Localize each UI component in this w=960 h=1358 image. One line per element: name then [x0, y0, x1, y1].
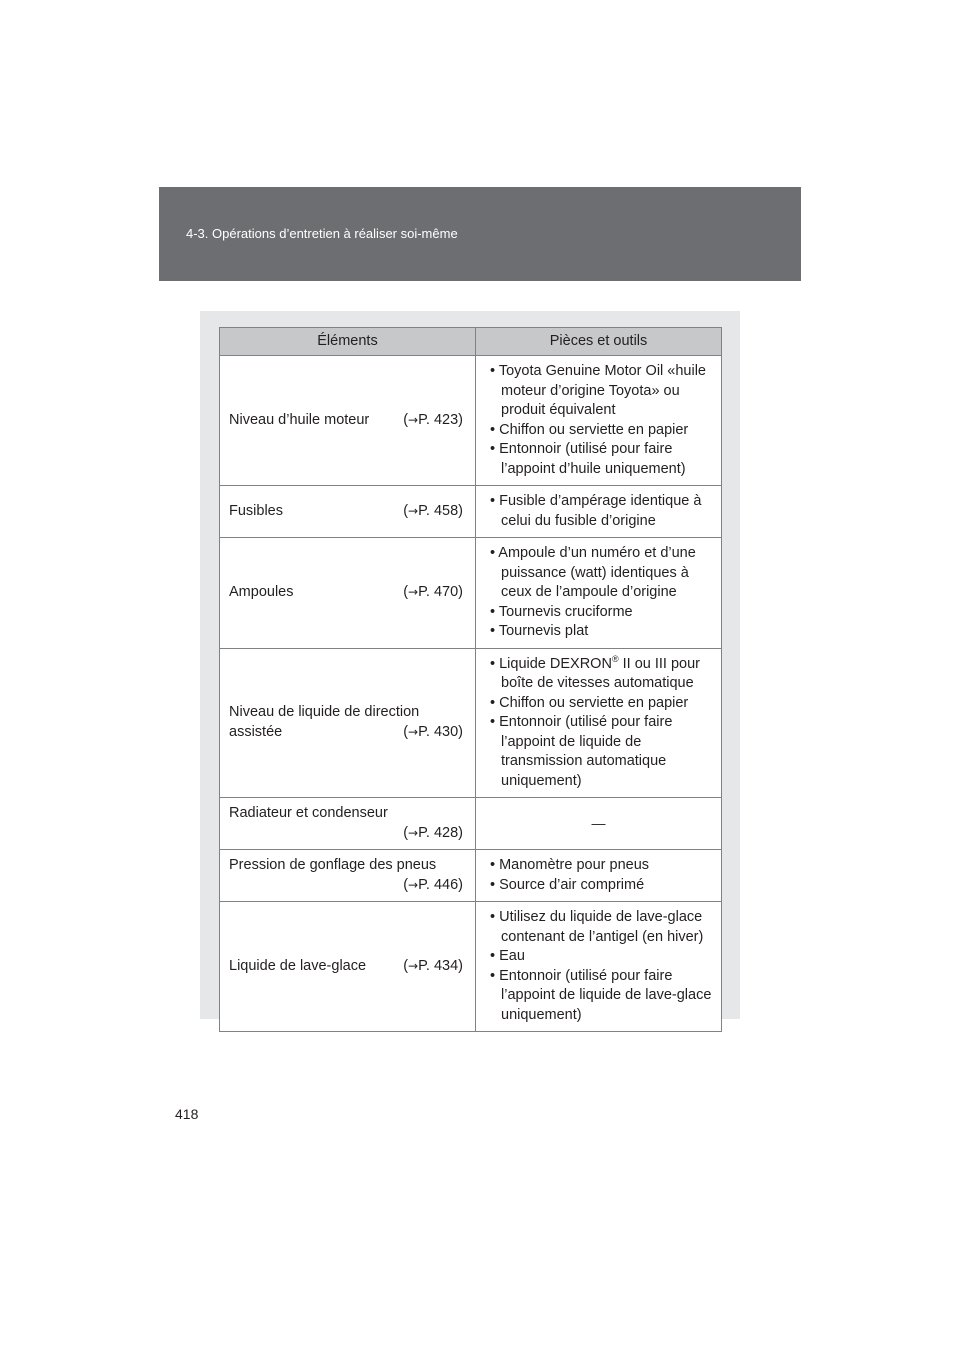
- item-cell: [220, 356, 476, 486]
- item-cell: [220, 798, 476, 850]
- tools-cell: [476, 538, 722, 649]
- item-label: Fusibles: [229, 502, 283, 519]
- page-reference: (→P. 458): [403, 502, 463, 519]
- arrow-icon: →: [408, 585, 419, 599]
- list-item: • Entonnoir (utilisé pour faire l’appoint de liquide de transmission automatique uniquement): [490, 714, 673, 789]
- table-row: [220, 902, 722, 1032]
- list-item: • Chiffon ou serviette en papier: [490, 694, 689, 711]
- column-header-items: Éléments: [220, 328, 476, 356]
- table-header-row: [220, 328, 722, 356]
- item-label: Liquide de lave-glace: [229, 957, 367, 974]
- page-reference: (→P. 430): [403, 723, 463, 740]
- arrow-icon: →: [408, 503, 419, 518]
- list-item: • Utilisez du liquide de lave-glace contenant de l’antigel (en hiver): [490, 909, 704, 945]
- page-number: 418: [175, 1106, 199, 1122]
- arrow-icon: →: [408, 724, 419, 739]
- list-item: • Tournevis plat: [490, 623, 589, 639]
- item-cell: [220, 486, 476, 538]
- page-reference: (→P. 470): [403, 584, 463, 600]
- tools-cell: [476, 798, 722, 850]
- item-label: Radiateur et condenseur: [229, 805, 388, 821]
- parts-tools-table: [219, 327, 722, 1032]
- list-item: • Manomètre pour pneus: [490, 857, 650, 873]
- arrow-icon: →: [408, 877, 419, 892]
- table-row: [220, 648, 722, 798]
- item-label: Pression de gonflage des pneus: [229, 857, 437, 873]
- table-row: [220, 356, 722, 486]
- list-item: • Entonnoir (utilisé pour faire l’appoint d’huile uniquement): [490, 441, 686, 477]
- table-row: [220, 538, 722, 649]
- page-reference: (→P. 428): [403, 824, 463, 841]
- list-item: • Fusible d’ampérage identique à celui du fusible d’origine: [490, 493, 702, 529]
- table-row: [220, 798, 722, 850]
- arrow-icon: →: [408, 958, 419, 973]
- item-label: Niveau d’huile moteur: [229, 411, 370, 428]
- item-cell: [220, 902, 476, 1032]
- page-reference: (→P. 446): [403, 876, 463, 893]
- registered-mark: ®: [611, 653, 619, 664]
- arrow-icon: →: [408, 412, 419, 427]
- item-cell: [220, 850, 476, 902]
- arrow-icon: →: [408, 825, 419, 840]
- item-label-continued: assistée: [229, 723, 283, 740]
- item-label: Ampoules: [229, 584, 294, 600]
- section-title: 4-3. Opérations d’entretien à réaliser soi-même: [186, 226, 458, 241]
- list-item: • Chiffon ou serviette en papier: [490, 421, 689, 438]
- list-item: • Tournevis cruciforme: [490, 603, 633, 620]
- item-cell: [220, 648, 476, 798]
- column-header-tools: Pièces et outils: [476, 328, 722, 356]
- table-row: [220, 850, 722, 902]
- list-item: • Eau: [490, 948, 525, 964]
- page-reference: (→P. 434): [403, 957, 463, 974]
- section-header-band: [159, 187, 801, 281]
- tools-cell: [476, 850, 722, 902]
- item-cell: [220, 538, 476, 649]
- tools-cell: [476, 356, 722, 486]
- item-label: Niveau de liquide de direction: [229, 704, 420, 721]
- list-item: • Entonnoir (utilisé pour faire l’appoint de liquide de lave-glace uniquement): [490, 967, 712, 1023]
- tools-cell: [476, 902, 722, 1032]
- table-row: [220, 486, 722, 538]
- list-item: • Ampoule d’un numéro et d’une puissance (watt) identiques à ceux de l’ampoule d’origine: [490, 545, 696, 600]
- tools-cell: [476, 486, 722, 538]
- empty-dash: —: [591, 814, 606, 831]
- list-item: • Liquide DEXRON® II ou III pour boîte de vitesses automatique: [490, 653, 700, 691]
- list-item: • Source d’air comprimé: [490, 876, 645, 893]
- list-item: • Toyota Genuine Motor Oil «huile moteur d’origine Toyota» ou produit équivalent: [490, 363, 706, 418]
- page-reference: (→P. 423): [403, 411, 463, 428]
- tools-cell: [476, 648, 722, 798]
